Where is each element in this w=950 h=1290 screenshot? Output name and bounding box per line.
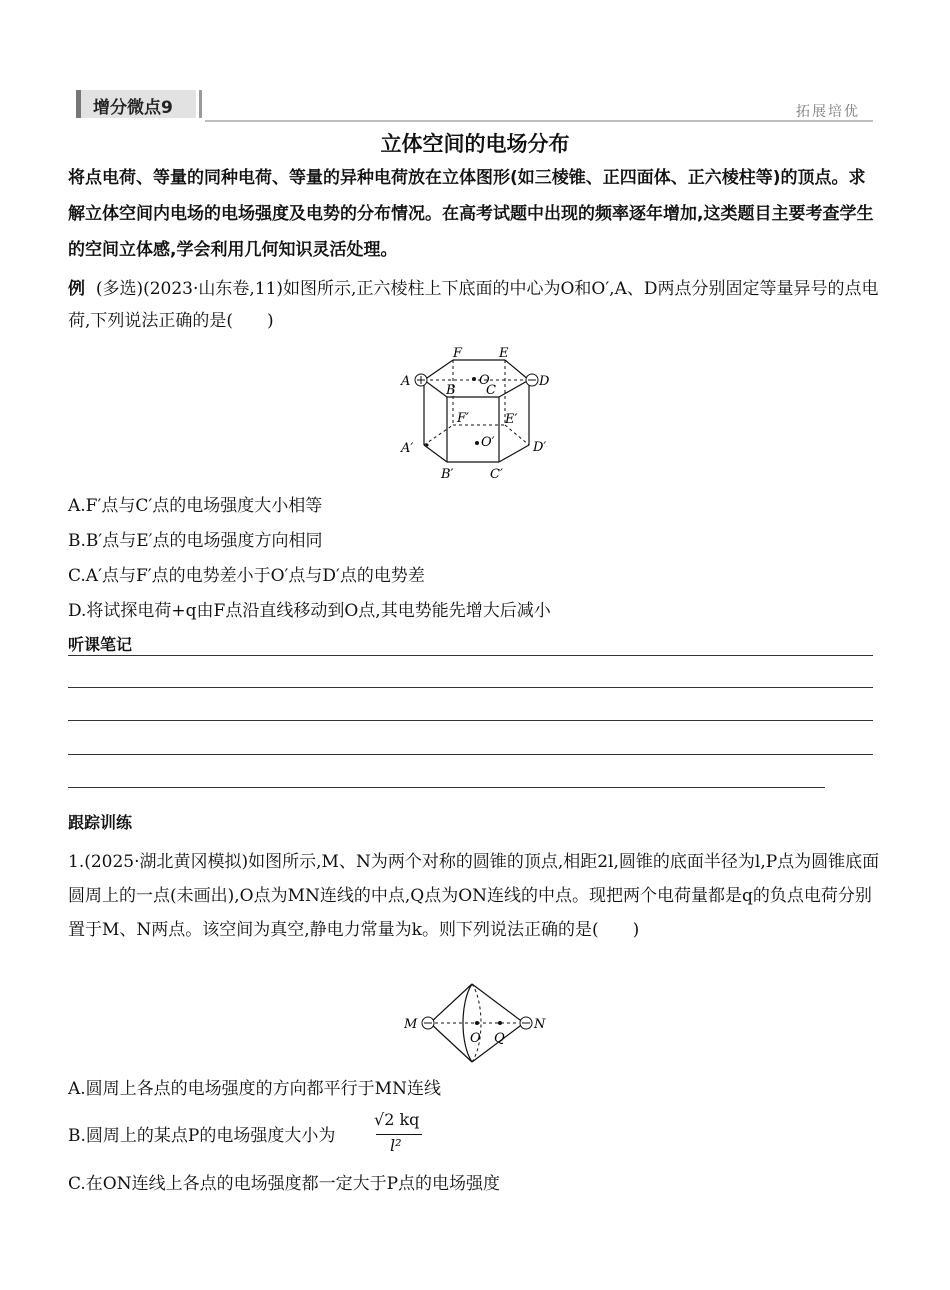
practice-option-b: B.圆周上的某点P的电场强度大小为: [68, 1126, 336, 1146]
section-badge-label: 增分微点9: [93, 98, 173, 118]
header-category: 拓展培优: [796, 104, 860, 120]
label-M: M: [404, 1017, 418, 1032]
label-A-prime: A′: [401, 441, 414, 456]
fraction-numerator: √2 kq: [374, 1110, 420, 1129]
label-E-prime: E′: [505, 412, 518, 427]
label-F-prime: F′: [457, 411, 469, 426]
practice-heading: 跟踪训练: [68, 813, 133, 832]
label-C-prime: C′: [490, 467, 503, 482]
example-tag: 例: [68, 279, 85, 299]
fraction-denominator: l²: [390, 1136, 402, 1155]
example-option-c: C.A′点与F′点的电势差小于O′点与D′点的电势差: [68, 566, 425, 586]
notes-line: [68, 655, 873, 656]
notes-line: [68, 720, 873, 721]
notes-line: [68, 687, 873, 688]
label-E: E: [499, 346, 509, 361]
page-title: 立体空间的电场分布: [380, 132, 570, 156]
center-o-prime-dot: [475, 441, 479, 445]
section-badge: [76, 90, 196, 118]
practice-option-a: A.圆周上各点的电场强度的方向都平行于MN连线: [68, 1079, 441, 1099]
label-F: F: [453, 346, 463, 361]
label-C: C: [486, 383, 496, 398]
example-text: (多选)(2023·山东卷,11)如图所示,正六棱柱上下底面的中心为O和O′,A、D两点分别固定等量异号的点电荷,下列说法正确的是( ): [68, 279, 879, 331]
notes-heading: 听课笔记: [68, 635, 133, 654]
center-o-dot: [472, 377, 476, 381]
label-Q: Q: [494, 1031, 505, 1046]
double-cone-figure: [400, 982, 550, 1068]
label-D: D: [539, 374, 550, 389]
example-option-b: B.B′点与E′点的电场强度方向相同: [68, 531, 323, 551]
header-tick: [199, 90, 202, 118]
header-divider: [205, 120, 873, 122]
label-D-prime: D′: [533, 440, 547, 455]
practice-option-c: C.在ON连线上各点的电场强度都一定大于P点的电场强度: [68, 1174, 501, 1194]
notes-line: [68, 787, 825, 788]
label-O: O: [479, 373, 490, 388]
label-B: B: [446, 383, 456, 398]
label-O-prime: O′: [481, 435, 495, 450]
label-O: O: [470, 1031, 481, 1046]
intro-paragraph: 将点电荷、等量的同种电荷、等量的异种电荷放在立体图形(如三棱锥、正四面体、正六棱柱等)的顶点。求解立体空间内电场的电场强度及电势的分布情况。在高考试题中出现的频率逐年增加,这类题目主要考查学生的空间立体感,学会利用几何知识灵活处理。: [68, 168, 874, 260]
hexagonal-prism-figure: [395, 340, 560, 485]
notes-line: [68, 754, 873, 755]
label-A: A: [401, 374, 411, 389]
label-N: N: [534, 1017, 546, 1032]
example-question: [68, 273, 880, 337]
label-B-prime: B′: [441, 467, 454, 482]
example-option-a: A.F′点与C′点的电场强度大小相等: [68, 496, 323, 516]
example-option-d: D.将试探电荷+q由F点沿直线移动到O点,其电势能先增大后减小: [68, 601, 551, 621]
practice-q1-text: 1.(2025·湖北黄冈模拟)如图所示,M、N为两个对称的圆锥的顶点,相距2l,圆锥的底面半径为l,P点为圆锥底面圆周上的一点(未画出),O点为MN连线的中点,Q点为ON连线的中点。现把两个电荷量都是q的负点电荷分别置于M、N两点。该空间为真空,静电力常量为k。则下列说法正确的是( ): [68, 852, 880, 940]
